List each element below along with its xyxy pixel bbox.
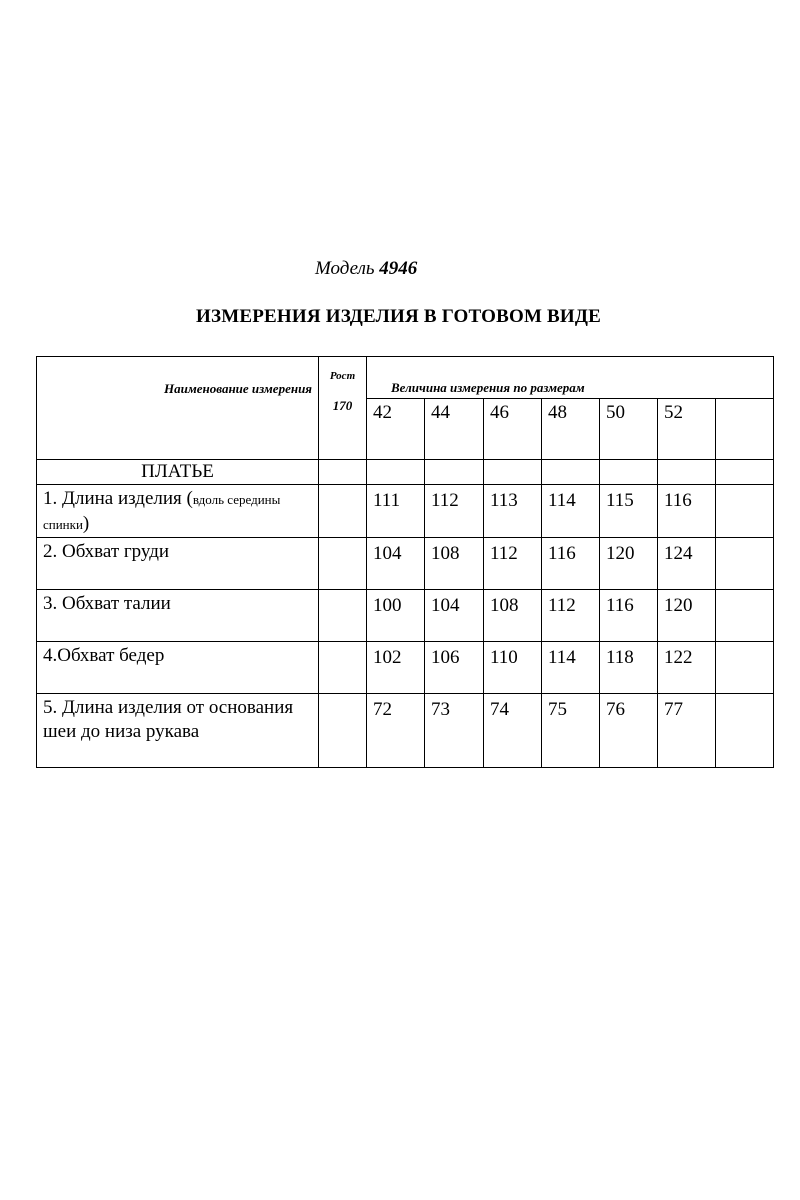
value-cell: 115 xyxy=(600,485,658,538)
measurement-label: 5. Длина изделия от основания шеи до низа рукава xyxy=(37,694,319,768)
section-row xyxy=(37,460,774,485)
model-number: 4946 xyxy=(379,258,418,279)
empty-cell xyxy=(484,460,542,485)
empty-cell xyxy=(716,694,774,768)
empty-cell xyxy=(716,460,774,485)
empty-cell xyxy=(425,460,484,485)
value-cell: 112 xyxy=(425,485,484,538)
value-cell: 74 xyxy=(484,694,542,768)
size-cell: 42 xyxy=(367,399,425,460)
value-cell: 100 xyxy=(367,590,425,642)
value-cell: 73 xyxy=(425,694,484,768)
rost-value: 170 xyxy=(332,398,353,413)
value-cell: 111 xyxy=(367,485,425,538)
value-cell: 122 xyxy=(658,642,716,694)
value-cell: 76 xyxy=(600,694,658,768)
empty-cell xyxy=(716,642,774,694)
measurement-label: 4.Обхват бедер xyxy=(37,642,319,694)
rost-cell xyxy=(319,694,367,768)
value-cell: 120 xyxy=(658,590,716,642)
value-cell: 112 xyxy=(542,590,600,642)
empty-cell xyxy=(658,460,716,485)
value-cell: 124 xyxy=(658,538,716,590)
empty-cell xyxy=(716,538,774,590)
size-cell: 52 xyxy=(658,399,716,460)
value-cell: 108 xyxy=(484,590,542,642)
rost-header xyxy=(319,357,367,460)
sizes-header: Величина измерения по размерам xyxy=(367,357,774,399)
model-prefix: Модель xyxy=(315,258,375,279)
value-cell: 116 xyxy=(542,538,600,590)
empty-cell xyxy=(716,399,774,460)
value-cell: 114 xyxy=(542,485,600,538)
value-cell: 104 xyxy=(425,590,484,642)
table-row xyxy=(37,642,774,694)
measurement-label: 2. Обхват груди xyxy=(37,538,319,590)
value-cell: 114 xyxy=(542,642,600,694)
rost-label: Рост xyxy=(329,370,356,382)
measurement-name-header: Наименование измерения xyxy=(37,357,319,460)
value-cell: 118 xyxy=(600,642,658,694)
table-row xyxy=(37,485,774,538)
measurement-label: 1. Длина изделия (вдоль середины спинки) xyxy=(37,485,319,538)
value-cell: 75 xyxy=(542,694,600,768)
value-cell: 116 xyxy=(600,590,658,642)
empty-cell xyxy=(600,460,658,485)
measurement-label: 3. Обхват талии xyxy=(37,590,319,642)
value-cell: 102 xyxy=(367,642,425,694)
table-row xyxy=(37,694,774,768)
rost-cell xyxy=(319,538,367,590)
empty-cell xyxy=(542,460,600,485)
section-title: ПЛАТЬЕ xyxy=(37,460,319,485)
table-row xyxy=(37,538,774,590)
value-cell: 113 xyxy=(484,485,542,538)
empty-cell xyxy=(716,485,774,538)
page-title: ИЗМЕРЕНИЯ ИЗДЕЛИЯ В ГОТОВОМ ВИДЕ xyxy=(196,306,602,327)
table-row xyxy=(37,590,774,642)
size-cell: 50 xyxy=(600,399,658,460)
model-label xyxy=(315,258,417,280)
value-cell: 104 xyxy=(367,538,425,590)
size-cell: 44 xyxy=(425,399,484,460)
empty-cell xyxy=(716,590,774,642)
value-cell: 110 xyxy=(484,642,542,694)
measurements-table xyxy=(36,356,774,768)
value-cell: 112 xyxy=(484,538,542,590)
size-cell: 48 xyxy=(542,399,600,460)
rost-cell xyxy=(319,590,367,642)
rost-cell xyxy=(319,485,367,538)
value-cell: 106 xyxy=(425,642,484,694)
value-cell: 72 xyxy=(367,694,425,768)
header-row xyxy=(37,357,774,399)
empty-cell xyxy=(367,460,425,485)
value-cell: 120 xyxy=(600,538,658,590)
size-cell: 46 xyxy=(484,399,542,460)
value-cell: 108 xyxy=(425,538,484,590)
value-cell: 116 xyxy=(658,485,716,538)
empty-cell xyxy=(319,460,367,485)
rost-cell xyxy=(319,642,367,694)
value-cell: 77 xyxy=(658,694,716,768)
